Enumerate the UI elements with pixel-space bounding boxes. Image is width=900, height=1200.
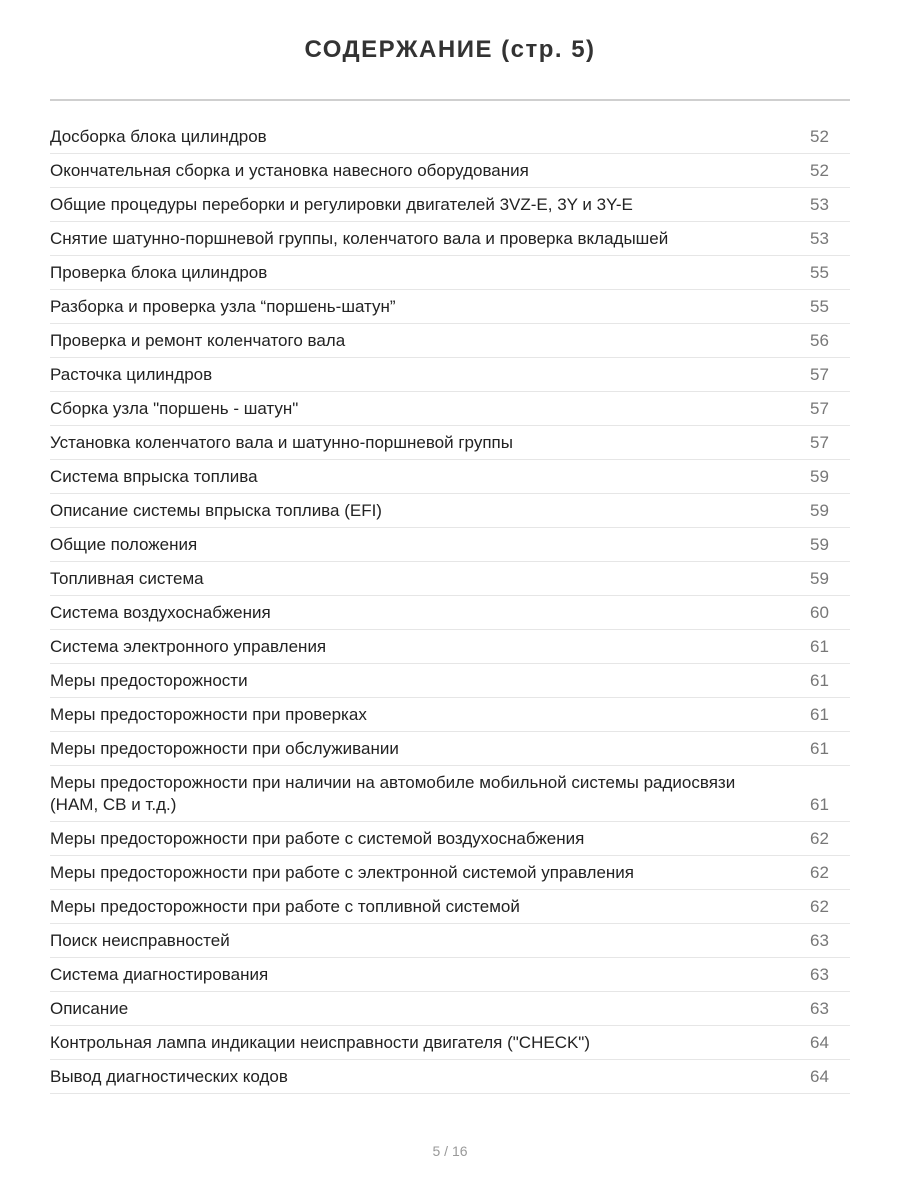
toc-entry-title: Меры предосторожности [50, 671, 248, 690]
toc-entry-page-number: 59 [810, 569, 829, 588]
toc-entry-page-number: 62 [810, 829, 829, 848]
toc-entry-page-number: 59 [810, 535, 829, 554]
toc-entry-title: Топливная система [50, 569, 204, 588]
toc-entry[interactable] [50, 822, 850, 856]
toc-entry-page-number: 59 [810, 501, 829, 520]
toc-entry-title: Меры предосторожности при работе с электронной системой управления [50, 863, 634, 882]
page-title: СОДЕРЖАНИЕ (стр. 5) [304, 36, 596, 63]
toc-entry[interactable] [50, 494, 850, 528]
toc-entry-title: Система диагностирования [50, 965, 269, 984]
toc-entry[interactable] [50, 596, 850, 630]
toc-entry-title: Проверка и ремонт коленчатого вала [50, 331, 346, 350]
toc-entry-page-number: 53 [810, 229, 829, 248]
toc-entry-page-number: 61 [810, 671, 829, 690]
toc-entry[interactable] [50, 562, 850, 596]
toc-entry-title: Окончательная сборка и установка навесного оборудования [50, 161, 529, 180]
toc-entry-title: Проверка блока цилиндров [50, 263, 268, 282]
toc-entry[interactable] [50, 392, 850, 426]
toc-entry-page-number: 52 [810, 161, 829, 180]
toc-entry-page-number: 63 [810, 965, 829, 984]
toc-entry-page-number: 52 [810, 127, 829, 146]
toc-entry[interactable] [50, 698, 850, 732]
toc-entry-title: Меры предосторожности при обслуживании [50, 739, 399, 758]
toc-entry[interactable] [50, 924, 850, 958]
toc-entry[interactable] [50, 1026, 850, 1060]
toc-entry-page-number: 61 [810, 739, 829, 758]
title-divider [50, 99, 850, 101]
toc-entry[interactable] [50, 324, 850, 358]
toc-entry-page-number: 64 [810, 1033, 829, 1052]
toc-entry-page-number: 57 [810, 365, 829, 384]
toc-entry[interactable] [50, 188, 850, 222]
toc-entry-title: Меры предосторожности при работе с топливной системой [50, 897, 520, 916]
toc-entry[interactable] [50, 630, 850, 664]
toc-entry-title: Меры предосторожности при работе с системой воздухоснабжения [50, 829, 585, 848]
toc-entry-page-number: 57 [810, 433, 829, 452]
toc-entry[interactable] [50, 256, 850, 290]
toc-entry-title: Разборка и проверка узла “поршень-шатун” [50, 297, 396, 316]
toc-entry[interactable] [50, 890, 850, 924]
toc-entry-page-number: 63 [810, 999, 829, 1018]
toc-entry-page-number: 61 [810, 637, 829, 656]
toc-entry-title: Снятие шатунно-поршневой группы, коленчатого вала и проверка вкладышей [50, 229, 669, 248]
toc-entry-title: Сборка узла "поршень - шатун" [50, 399, 299, 418]
toc-entry[interactable] [50, 154, 850, 188]
toc-entry-page-number: 53 [810, 195, 829, 214]
toc-entry-page-number: 55 [810, 297, 829, 316]
toc-entry[interactable] [50, 222, 850, 256]
toc-entry-title: Досборка блока цилиндров [50, 127, 267, 146]
toc-entry-page-number: 60 [810, 603, 829, 622]
page-indicator: 5 / 16 [432, 1143, 468, 1159]
toc-entry-title: Установка коленчатого вала и шатунно-поршневой группы [50, 433, 513, 452]
toc-entry[interactable] [50, 460, 850, 494]
toc-entry-title: Общие положения [50, 535, 198, 554]
toc-entry[interactable] [50, 120, 850, 154]
table-of-contents [50, 120, 850, 1094]
toc-entry-page-number: 62 [810, 897, 829, 916]
toc-entry-page-number: 56 [810, 331, 829, 350]
toc-entry[interactable] [50, 992, 850, 1026]
toc-entry-page-number: 59 [810, 467, 829, 486]
toc-entry-title: Расточка цилиндров [50, 365, 213, 384]
toc-entry-title: Поиск неисправностей [50, 931, 230, 950]
toc-entry-title: Меры предосторожности при наличии на автомобиле мобильной системы радиосвязи (HAM, CB и т.д.) [50, 773, 736, 814]
toc-entry-title: Описание [50, 999, 129, 1018]
toc-entry[interactable] [50, 358, 850, 392]
toc-entry-title: Общие процедуры переборки и регулировки двигателей 3VZ-E, 3Y и 3Y-E [50, 195, 633, 214]
toc-entry[interactable] [50, 856, 850, 890]
toc-entry-page-number: 62 [810, 863, 829, 882]
toc-entry[interactable] [50, 1060, 850, 1094]
toc-entry[interactable] [50, 766, 850, 822]
toc-entry-title: Меры предосторожности при проверках [50, 705, 367, 724]
toc-entry-title: Система впрыска топлива [50, 467, 258, 486]
toc-entry[interactable] [50, 664, 850, 698]
toc-entry-title: Система электронного управления [50, 637, 327, 656]
toc-entry[interactable] [50, 528, 850, 562]
toc-entry-page-number: 61 [810, 705, 829, 724]
toc-entry-page-number: 64 [810, 1067, 829, 1086]
toc-entry-page-number: 61 [810, 795, 829, 814]
toc-entry[interactable] [50, 958, 850, 992]
toc-entry[interactable] [50, 426, 850, 460]
toc-entry[interactable] [50, 290, 850, 324]
toc-entry-page-number: 63 [810, 931, 829, 950]
toc-entry-title: Система воздухоснабжения [50, 603, 271, 622]
toc-entry[interactable] [50, 732, 850, 766]
toc-entry-page-number: 57 [810, 399, 829, 418]
toc-entry-title: Описание системы впрыска топлива (EFI) [50, 501, 382, 520]
toc-entry-title: Вывод диагностических кодов [50, 1067, 288, 1086]
toc-entry-page-number: 55 [810, 263, 829, 282]
toc-entry-title: Контрольная лампа индикации неисправности двигателя ("CHECK") [50, 1033, 590, 1052]
